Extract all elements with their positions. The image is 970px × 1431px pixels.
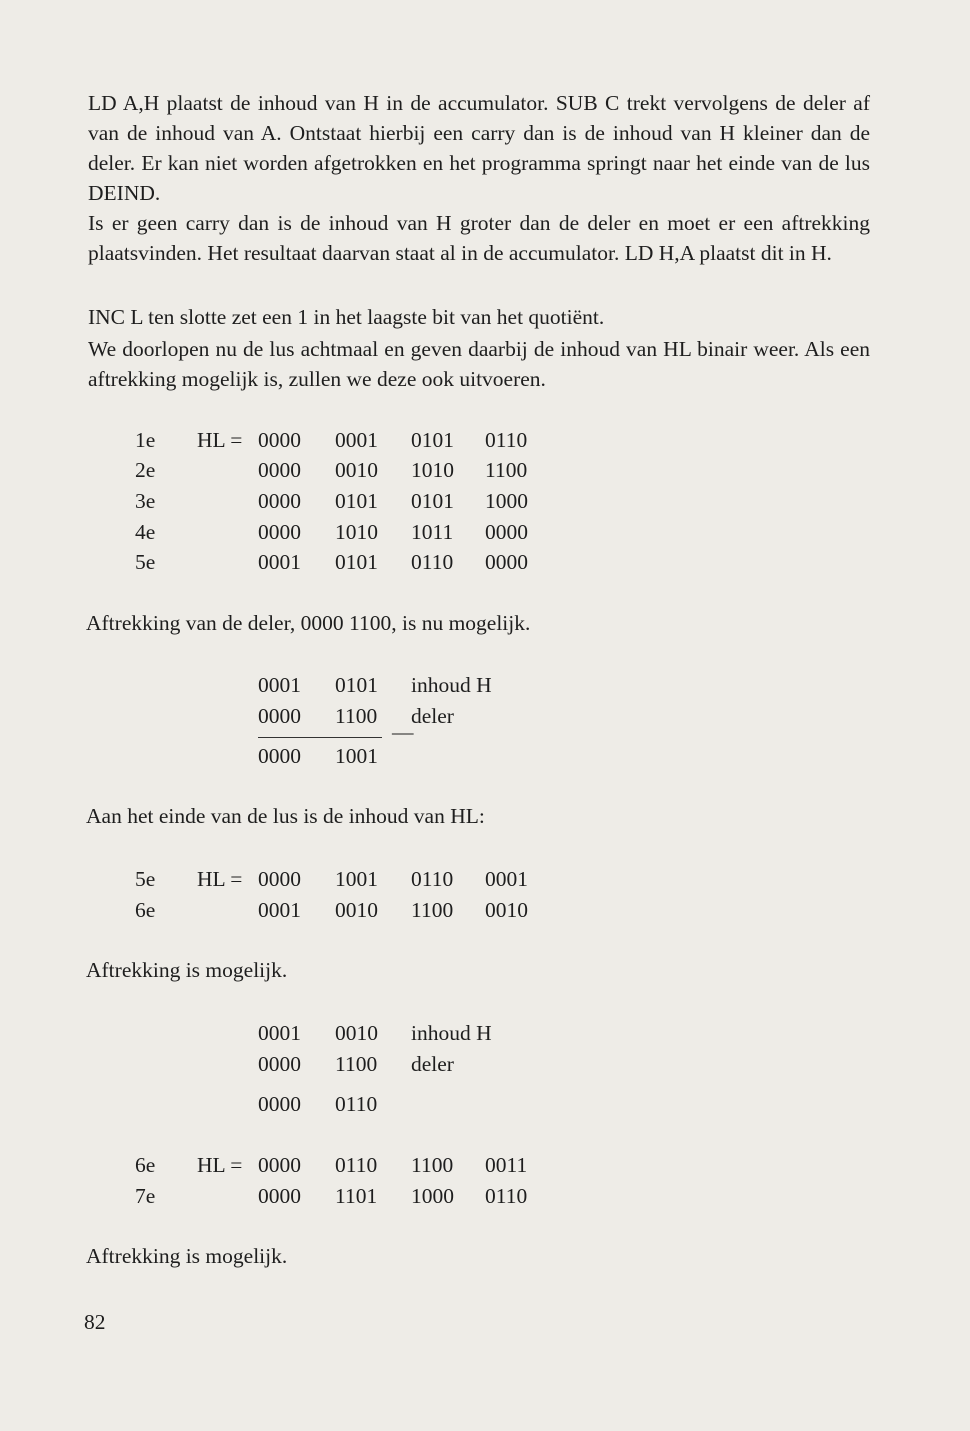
bit-group: 0110 xyxy=(485,428,528,452)
hl-prefix: HL = xyxy=(197,867,243,891)
line-aftrekking-mogelijk: Aftrekking is mogelijk. xyxy=(86,958,288,982)
bit-group: 1100 xyxy=(485,458,528,482)
sum-rule xyxy=(258,737,382,738)
bit-group: 1001 xyxy=(335,867,378,891)
paragraph-geen-carry: Is er geen carry dan is de inhoud van H groter dan de deler en moet er een aftrekking plaatsvinden. Het resultaat daarvan staat al in de accumulator. LD H,A plaatst dit in H. xyxy=(88,211,870,265)
step-label: 6e xyxy=(135,898,156,922)
bit-group: 1100 xyxy=(335,704,378,728)
bit-group: 0110 xyxy=(335,1153,378,1177)
bit-group: 0000 xyxy=(258,1153,301,1177)
bit-group: 1100 xyxy=(411,898,454,922)
bit-group: 0101 xyxy=(335,489,378,513)
bit-group: 0000 xyxy=(258,520,301,544)
step-label: 4e xyxy=(135,520,156,544)
bit-group: 0000 xyxy=(258,1092,301,1116)
bit-group: 1000 xyxy=(411,1184,454,1208)
bit-group: 0001 xyxy=(485,867,528,891)
bit-group: 0000 xyxy=(258,1184,301,1208)
bit-group: 0110 xyxy=(411,867,454,891)
hl-prefix: HL = xyxy=(197,1153,243,1177)
bit-group: 0101 xyxy=(411,489,454,513)
step-label: 7e xyxy=(135,1184,156,1208)
page-number: 82 xyxy=(84,1310,106,1334)
bit-group: 0000 xyxy=(485,520,528,544)
bit-group: 0010 xyxy=(335,1021,378,1045)
minus-sign: — xyxy=(392,720,414,744)
bit-group: 0010 xyxy=(335,898,378,922)
bit-group: 0000 xyxy=(258,428,301,452)
bit-group: 0010 xyxy=(485,898,528,922)
bit-group: 0001 xyxy=(258,550,301,574)
operand-label: deler xyxy=(411,704,454,728)
bit-group: 0000 xyxy=(485,550,528,574)
bit-group: 0101 xyxy=(335,673,378,697)
bit-group: 0000 xyxy=(258,489,301,513)
bit-group: 0000 xyxy=(258,744,301,768)
bit-group: 0001 xyxy=(258,673,301,697)
step-label: 2e xyxy=(135,458,156,482)
bit-group: 0110 xyxy=(485,1184,528,1208)
hl-prefix: HL = xyxy=(197,428,243,452)
step-label: 6e xyxy=(135,1153,156,1177)
paragraph-inc-l: INC L ten slotte zet een 1 in het laagste bit van het quotiënt. xyxy=(88,305,605,329)
bit-group: 0011 xyxy=(485,1153,528,1177)
bit-group: 0101 xyxy=(411,428,454,452)
bit-group: 0001 xyxy=(258,898,301,922)
paragraph-ld-a-h: LD A,H plaatst de inhoud van H in de accumulator. SUB C trekt vervolgens de deler af van de inhoud van A. Ontstaat hierbij een carry dan is de inhoud van H kleiner dan de deler. Er kan niet worden afgetrokken en het programma springt naar het einde van de lus DEIND. xyxy=(88,91,870,205)
bit-group: 1100 xyxy=(335,1052,378,1076)
bit-group: 0001 xyxy=(335,428,378,452)
bit-group: 0010 xyxy=(335,458,378,482)
bit-group: 1001 xyxy=(335,744,378,768)
line-einde-lus: Aan het einde van de lus is de inhoud van HL: xyxy=(86,804,485,828)
bit-group: 0000 xyxy=(258,458,301,482)
operand-label: deler xyxy=(411,1052,454,1076)
bit-group: 0001 xyxy=(258,1021,301,1045)
bit-group: 0000 xyxy=(258,867,301,891)
bit-group: 1101 xyxy=(335,1184,378,1208)
step-label: 1e xyxy=(135,428,156,452)
bit-group: 1100 xyxy=(411,1153,454,1177)
step-label: 3e xyxy=(135,489,156,513)
paragraph-doorlopen: We doorlopen nu de lus achtmaal en geven daarbij de inhoud van HL binair weer. Als een aftrekking mogelijk is, zullen we deze ook uitvoeren. xyxy=(88,337,870,391)
bit-group: 0110 xyxy=(335,1092,378,1116)
bit-group: 1010 xyxy=(411,458,454,482)
bit-group: 0000 xyxy=(258,704,301,728)
operand-label: inhoud H xyxy=(411,1021,492,1045)
operand-label: inhoud H xyxy=(411,673,492,697)
bit-group: 1011 xyxy=(411,520,454,544)
step-label: 5e xyxy=(135,550,156,574)
bit-group: 1010 xyxy=(335,520,378,544)
line-aftrekking-deler: Aftrekking van de deler, 0000 1100, is nu mogelijk. xyxy=(86,611,531,635)
bit-group: 1000 xyxy=(485,489,528,513)
bit-group: 0000 xyxy=(258,1052,301,1076)
bit-group: 0110 xyxy=(411,550,454,574)
bit-group: 0101 xyxy=(335,550,378,574)
line-aftrekking-mogelijk-2: Aftrekking is mogelijk. xyxy=(86,1244,288,1268)
step-label: 5e xyxy=(135,867,156,891)
